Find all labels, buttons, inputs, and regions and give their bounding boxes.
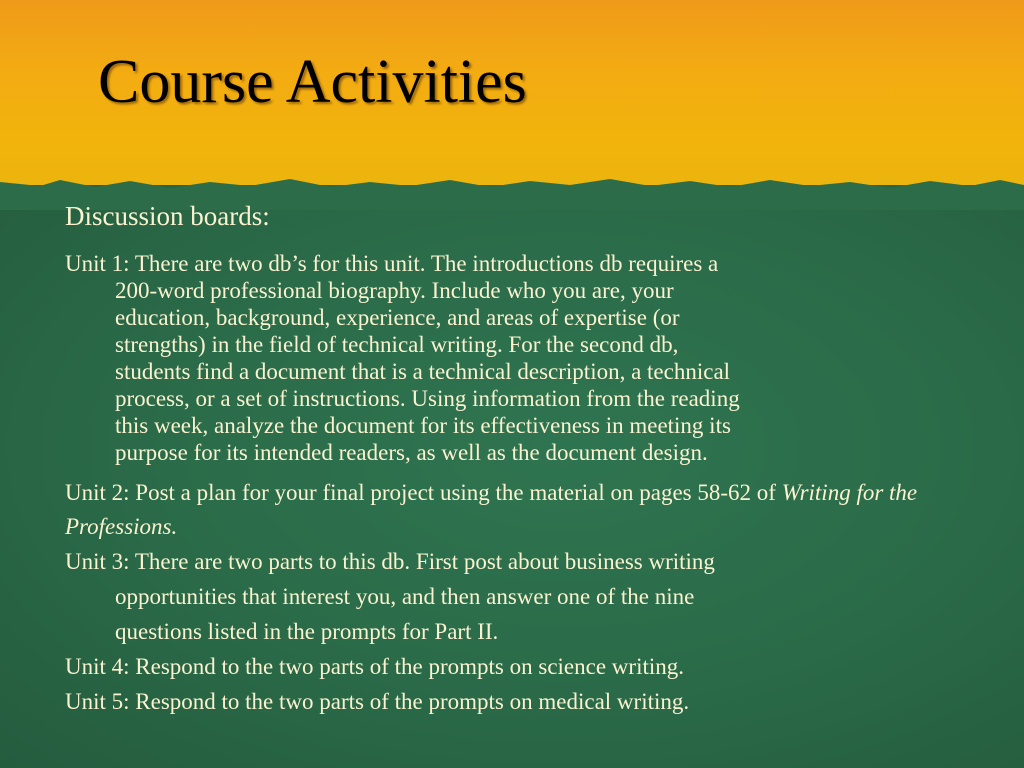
unit-2-text: Unit 2: Post a plan for your final project using the material on pages 58-62 of <box>65 480 782 506</box>
unit-3-line: Unit 3: There are two parts to this db. First post about business writing <box>65 549 715 575</box>
unit-1-paragraph <box>65 250 975 466</box>
unit-1-line: education, background, experience, and areas of expertise (or <box>115 305 680 331</box>
unit-1-line: Unit 1: There are two db’s for this unit. The introductions db requires a <box>65 251 719 277</box>
unit-3-paragraph <box>65 544 975 649</box>
unit-5-paragraph: Unit 5: Respond to the two parts of the prompts on medical writing. <box>65 689 690 715</box>
unit-1-line: process, or a set of instructions. Using information from the reading <box>115 386 740 412</box>
unit-3-line: questions listed in the prompts for Part II. <box>115 619 499 645</box>
slide-content <box>65 200 975 719</box>
unit-1-line: students find a document that is a technical description, a technical <box>115 359 731 385</box>
discussion-boards-heading <box>65 200 975 232</box>
unit-1-line: strengths) in the field of technical writing. For the second db, <box>115 332 679 358</box>
unit-1-line: this week, analyze the document for its effectiveness in meeting its <box>115 413 731 439</box>
subheading-text: Discussion boards <box>65 201 263 231</box>
unit-2-book-title: Writing for the Professions. <box>65 480 918 540</box>
subheading-colon: : <box>262 201 270 231</box>
unit-2-paragraph <box>65 476 975 544</box>
unit-1-line: purpose for its intended readers, as well as the document design. <box>115 440 708 466</box>
slide-title: Course Activities <box>98 48 527 116</box>
unit-3-line: opportunities that interest you, and then answer one of the nine <box>115 584 695 610</box>
unit-4-paragraph: Unit 4: Respond to the two parts of the prompts on science writing. <box>65 654 684 680</box>
unit-1-line: 200-word professional biography. Include who you are, your <box>115 278 674 304</box>
